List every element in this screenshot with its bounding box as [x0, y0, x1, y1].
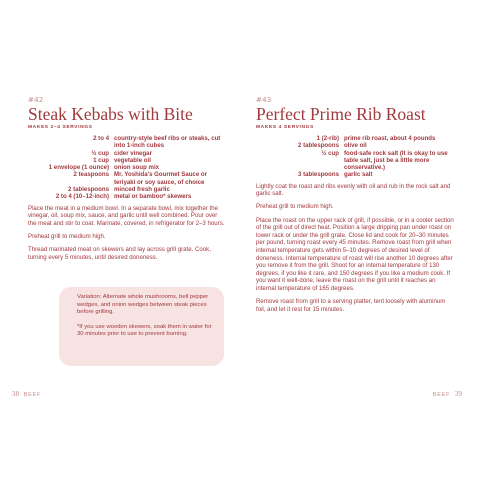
- ingredient-row: [256, 171, 456, 178]
- instruction-paragraph: Preheat grill to medium high.: [256, 203, 334, 211]
- ingredient-row: [28, 193, 226, 200]
- ingredient-amount: ½ cup: [91, 149, 109, 157]
- instructions: [28, 205, 226, 262]
- ingredient-desc: country-style beef ribs or steaks, cut into 1-inch cubes: [114, 135, 221, 150]
- page-number: 39: [455, 390, 462, 398]
- servings: MAKES 2–4 SERVINGS: [28, 125, 93, 130]
- ingredient-desc: minced fresh garlic: [114, 186, 170, 194]
- recipe-number: #43: [256, 96, 272, 104]
- ingredient-row: [28, 164, 226, 171]
- recipe-title: Steak Kebabs with Bite: [28, 104, 193, 124]
- ingredient-desc: food-safe rock salt (It is okay to use table salt, just be a little more conservative.): [344, 149, 448, 172]
- recipe-title: Perfect Prime Rib Roast: [256, 104, 426, 124]
- page-number: 38: [12, 390, 19, 398]
- ingredient-desc: Mr. Yoshida's Gourmet Sauce or teriyaki or soy sauce, of choice: [114, 171, 207, 186]
- ingredient-row: [256, 142, 456, 149]
- ingredient-amount: 2 to 4: [93, 135, 109, 142]
- ingredient-desc: olive oil: [344, 142, 367, 150]
- ingredient-desc: garlic salt: [344, 171, 373, 179]
- ingredient-amount: 1 (2-rib): [316, 135, 339, 142]
- variation-note: Variation: Alternate whole mushrooms, bell pepper wedges, and onion wedges between steak pieces before grilling.: [77, 294, 209, 316]
- ingredient-desc: onion soup mix: [114, 164, 160, 172]
- ingredient-desc: vegetable oil: [114, 156, 151, 164]
- ingredient-amount: 2 tablespoons: [298, 142, 339, 150]
- ingredient-row: [28, 150, 226, 157]
- ingredient-desc: cider vinegar: [114, 149, 152, 157]
- ingredient-amount: 2 tablespoons: [68, 186, 109, 194]
- footer-left: [12, 390, 41, 398]
- instruction-paragraph: Remove roast from grill to a serving platter, tent loosely with aluminum foil, and let it rest for 15 minutes.: [256, 298, 446, 313]
- ingredient-row: [256, 135, 456, 142]
- ingredient-amount: 2 teaspoons: [73, 171, 109, 179]
- ingredient-row: [256, 150, 456, 172]
- right-page: [256, 96, 456, 319]
- skewer-footnote: *If you use wooden skewers, soak them in water for 30 minutes prior to use to prevent burning.: [77, 323, 212, 338]
- instruction-paragraph: Preheat grill to medium high.: [28, 232, 106, 240]
- section-label: BEEF: [23, 392, 42, 398]
- instructions: [256, 183, 456, 313]
- servings: MAKES 4 SERVINGS: [256, 125, 314, 130]
- ingredient-row: [28, 171, 226, 186]
- ingredient-amount: 1 cup: [93, 156, 109, 164]
- section-label: BEEF: [432, 392, 451, 398]
- instruction-paragraph: Place the roast on the upper rack of grill, if possible, or in a cooler section of the grill out of direct heat. Position a large dripping pan under roast on lower rack or under the grill grate. Close lid and cook for 20–30 minutes per pound, turning roast every 45 minutes. Remove roast from grill when internal temperature gets within 5–10 degrees of desired level of doneness. Internal temperature of roast will rise another 10 degrees after you remove it from the grill. Shoot for an internal temperature of 130 degrees, if you like it rare, and 150 degrees if you like a medium cook. If you want it well-done, leave the roast on the grill until it reaches an internal temperature of 165 degrees.: [256, 216, 454, 292]
- instruction-paragraph: Lightly coat the roast and ribs evenly with oil and rub in the rock salt and garlic salt.: [256, 182, 451, 198]
- left-page: [28, 96, 226, 267]
- ingredient-row: [28, 186, 226, 193]
- ingredient-amount: 3 tablespoons: [298, 171, 339, 179]
- ingredient-desc: prime rib roast, about 4 pounds: [344, 135, 436, 142]
- ingredient-row: [28, 157, 226, 164]
- ingredient-amount: 1 envelope (1 ounce): [48, 164, 109, 172]
- ingredient-list: [256, 135, 456, 179]
- ingredient-desc: metal or bamboo* skewers: [114, 193, 192, 201]
- ingredient-row: [28, 135, 226, 150]
- ingredient-amount: 2 to 4 (10–12-inch): [55, 193, 109, 201]
- recipe-number: #42: [28, 96, 44, 104]
- instruction-paragraph: Place the meat in a medium bowl. In a separate bowl, mix together the vinegar, oil, soup mix, sauce, and garlic until well combined. Pour over the meat and stir to coat. Marinate, covered, in refrigerator for 2–3 hours.: [28, 204, 225, 227]
- tip-box: [59, 287, 224, 366]
- instruction-paragraph: Thread marinated meat on skewers and lay across grill grate. Cook, turning every 5 minutes, until desired doneness.: [28, 246, 211, 261]
- footer-right: [433, 390, 462, 398]
- ingredient-list: [28, 135, 226, 201]
- ingredient-amount: ½ cup: [321, 149, 339, 157]
